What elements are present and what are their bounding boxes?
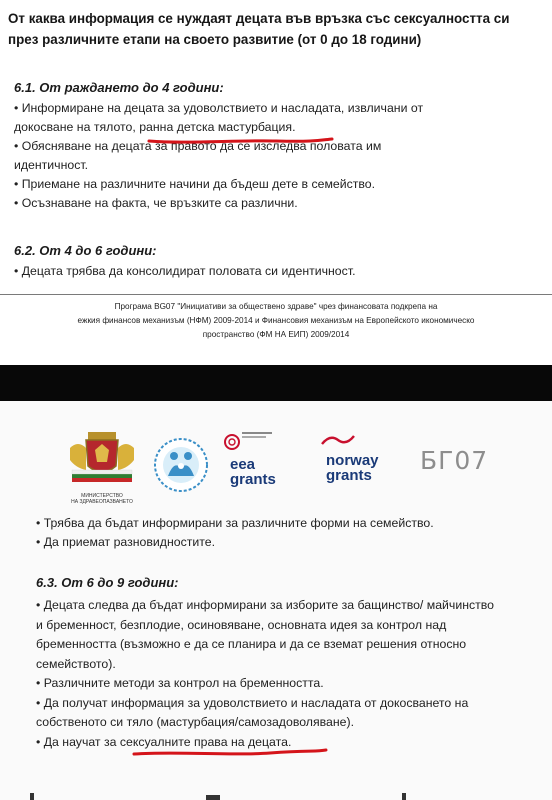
section-6-3-title: 6.3. От 6 до 9 години:: [36, 575, 179, 590]
list-item-text: .: [287, 734, 292, 749]
list-item: • Децата трябва да консолидират половата си идентичност.: [14, 264, 356, 278]
cropped-text-fragment: [30, 793, 34, 800]
eea-swirl-icon: [222, 428, 282, 452]
list-item: • Да приемат разновидностите.: [36, 535, 215, 549]
document-heading: [8, 8, 548, 50]
highlighted-phrase: ранна детска мастурбация: [139, 120, 293, 134]
coat-of-arms-icon: [62, 430, 142, 488]
list-item: и бременност, безплодие, осиновяване, основната идея за контрол над: [36, 617, 447, 632]
list-item: идентичност.: [14, 158, 89, 172]
section-6-2-title: 6.2. От 4 до 6 години:: [14, 243, 157, 258]
list-item: • Обясняване на децата за правото да се изследва половата им: [14, 139, 382, 153]
heading-line-2: през различните етапи на своето развитие (от 0 до 18 години): [8, 32, 422, 47]
bg07-logo: БГ07: [420, 446, 489, 475]
list-item: собственото си тяло (мастурбация/самозадоволяване).: [36, 715, 354, 729]
list-item: • Различните методи за контрол на бременността.: [36, 676, 324, 690]
list-item: семейството).: [36, 656, 116, 671]
highlighted-phrase: сексуалните права на децата: [119, 734, 288, 749]
section-6-1-title: 6.1. От раждането до 4 години:: [14, 80, 224, 95]
list-item-text: • Да научат за: [36, 734, 120, 749]
bottom-intro-list: [36, 514, 536, 552]
list-item: • Осъзнаване на факта, че връзките са различни.: [14, 196, 298, 210]
list-item-text: .: [292, 120, 296, 134]
footer-line-3: пространство (ФМ НА ЕИП) 2009/2014: [202, 330, 350, 339]
ministry-of-health-logo: [62, 430, 142, 505]
red-underline-mark: [146, 134, 336, 148]
heading-line-1: От каква информация се нуждаят децата във връзка със сексуалността си: [8, 11, 510, 26]
norway-swirl-icon: [318, 432, 358, 448]
eea-label: eea: [230, 456, 256, 473]
norway-label: norway: [326, 452, 379, 469]
section-6-1-list: [14, 99, 544, 213]
footer-line-1: Програма BG07 "Инициативи за обществено здраве" чрез финансовата подкрепа на: [114, 302, 438, 311]
list-item: • Децата следва да бъдат информирани за изборите за бащинство/ майчинство: [36, 598, 495, 612]
list-item: бременността (възможно е да се планира и да се вземат решения относно: [36, 637, 467, 651]
cropped-text-fragment: [206, 795, 220, 800]
grants-label: grants: [230, 471, 276, 488]
list-item-text: докосване на тялото,: [14, 120, 140, 134]
list-item: • Приемане на различните начини да бъдеш дете в семейство.: [14, 177, 376, 191]
red-underline-mark: [130, 746, 330, 760]
cropped-text-fragment: [402, 793, 406, 800]
norway-grants-logo: [318, 432, 408, 488]
logo-caption: МИНИСТЕРСТВО: [81, 493, 123, 499]
grants-label: grants: [326, 467, 372, 484]
list-item: • Да получат информация за удоволствието и насладата от докосването на: [36, 695, 469, 710]
family-circle-logo-icon: [152, 436, 210, 494]
program-footer: [0, 300, 552, 342]
list-item: • Трябва да бъдат информирани за различните форми на семейство.: [36, 516, 434, 530]
divider: [0, 294, 552, 295]
section-6-3-list: [36, 596, 546, 752]
list-item: • Информиране на децата за удоволствието и насладата, извличани от: [14, 101, 424, 115]
footer-line-2: ежкия финансов механизъм (НФМ) 2009-2014 и Финансовия механизъм на Европейското икономическо: [77, 316, 475, 325]
screenshot-separator-band: [0, 365, 552, 401]
eea-grants-logo: [222, 428, 302, 488]
logo-caption: НА ЗДРАВЕОПАЗВАНЕТО: [71, 499, 133, 505]
